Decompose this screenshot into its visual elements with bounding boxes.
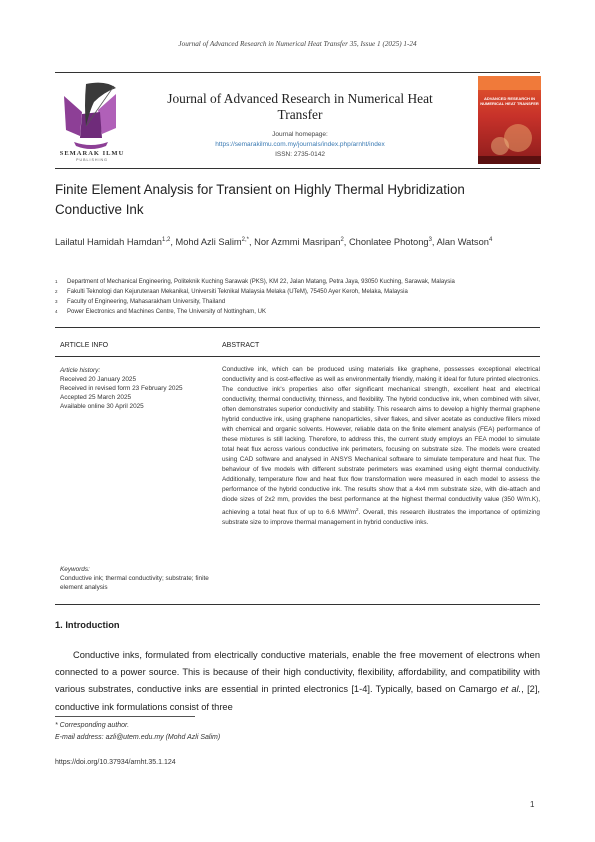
abstract-body: Conductive ink, which can be produced using materials like graphene, possesses exceptional electrical conductivity and is cost-effective as well as environmentally friendly, making it ideal for future printed electronics. The conductive ink's properties also offer significant mechanical strength, excellent heat and electrical conductivity, thermal conductivity, thinness, and flexibility. The hybrid conductive ink, when combined with silver, often demonstrates superior conductivity and stability. This research aims to develop a highly thermal graphene hybrid conductive ink, using graphene nanoparticles, silver flakes, and silver acetate as conductive fillers mixed with chemical and organic solvents. However, reliable data on the finite element analysis (FEA) performance of these mixtures is still lacking. Therefore, to address this, the current study employs an FEA model to simulate total heat flux across various conductive ink perimeters, focusing on substrate size. The models were created using CAD software and analysed in ANSYS Mechanical software to simulate temperature and heat flux. The behaviour of five models with different substrate perimeters was examined using eight thermal conductivity. Additionally, temperature flow and heat flux flow transformation were measured in each model to assess the performance of the hybrid conductive ink. The results show that a 4x4 mm substrate size, with die-attach and diode sizes of 2x2 mm, provides the best performance at the highest thermal conductivity value (350 W/m.K), achieving a total heat flux of up to 6.6 MW/m [222,366,540,517]
info-box-divider [55,356,540,357]
affiliation-number: 4 [55,309,58,314]
affiliation-text: Department of Mechanical Engineering, Politeknik Kuching Sarawak (PKS), KM 22, Jalan Matang, Petra Jaya, 93050 Kuching, Sarawak, Malaysia [67,279,455,285]
received-date: Received 20 January 2025 [60,376,137,383]
issn: ISSN: 2735-0142 [275,151,325,158]
intro-text: Conductive inks, formulated from electrically conductive materials, enable the free movement of electrons when connected to a power source. This is because of their high conductivity, flexibility, affordability, and compatibility with various substrates, conductive inks are essential in printed electronics [1-4]. Typically, based on Camargo [55,650,540,695]
journal-title: Journal of Advanced Research in Numerical Heat Transfer [167,91,433,122]
affiliation-number: 2 [55,289,58,294]
keywords-block [60,565,210,592]
author-affiliation-mark: 3 [428,237,432,243]
author-name: Chonlatee Photong [348,237,429,248]
author-affiliation-mark: 2,* [241,237,249,243]
affiliation-number: 3 [55,299,58,304]
author-name: Mohd Azli Salim [175,237,242,248]
publisher-name: SEMARAK ILMU [59,150,125,157]
article-info-heading: ARTICLE INFO [60,342,109,349]
author-affiliation-mark: 2 [340,237,344,243]
introduction-paragraph [55,647,540,716]
author-name: Lailatul Hamidah Hamdan [55,237,162,248]
header-top-rule [55,72,540,73]
info-box-bottom-rule [55,604,540,605]
corresponding-author-note: * Corresponding author. [55,722,130,729]
doi-link[interactable]: https://doi.org/10.37934/arnht.35.1.124 [55,759,176,766]
abstract-superscript: 2 [356,507,359,512]
affiliation-text: Faculty of Engineering, Mahasarakham University, Thailand [67,299,226,305]
running-head: Journal of Advanced Research in Numerical Heat Transfer 35, Issue 1 (2025) 1-24 [178,40,417,48]
intro-text-end: , [2], conductive ink formulations consist of three [55,684,541,712]
author-name: Nor Azmmi Masripan [254,237,341,248]
info-box-top-rule [55,327,540,328]
online-date: Available online 30 April 2025 [60,403,144,410]
history-label: Article history: [60,367,101,374]
cover-title: ADVANCED RESEARCH IN NUMERICAL HEAT TRANSFER [480,96,539,106]
paper-title: Finite Element Analysis for Transient on Highly Thermal Hybridization Conductive Ink [55,182,465,217]
publisher-sub: PUBLISHING [76,158,108,162]
homepage-link[interactable]: https://semarakilmu.com.my/journals/index.php/arnht/index [215,141,385,148]
footnote-rule [55,716,195,717]
affiliation-text: Fakulti Teknologi dan Kejuruteraan Mekanikal, Universiti Teknikal Malaysia Melaka (UTeM), 75450 Ayer Keroh, Melaka, Malaysia [67,289,408,295]
author-name: Alan Watson [436,237,489,248]
author-affiliation-mark: 4 [488,237,493,243]
header-bottom-rule [55,168,540,169]
keywords-label: Keywords: [60,566,90,573]
section-heading: 1. Introduction [55,620,120,630]
article-history [60,366,210,411]
accepted-date: Accepted 25 March 2025 [60,394,132,401]
author-list: Lailatul Hamidah Hamdan$^{1,2}$, Mohd Azli Salim$^{2,*}$, Nor Azmmi Masripan$^2$, Chonlatee Photong$^3$, Alan Watson$^4$ [55,237,493,248]
homepage-label: Journal homepage: [272,131,328,138]
abstract-text [222,365,540,528]
intro-etal: et al. [500,684,522,695]
affiliation-text: Power Electronics and Machines Centre, The University of Nottingham, UK [67,309,266,315]
abstract-heading: ABSTRACT [222,342,260,349]
author-affiliation-mark: 1,2 [161,237,171,243]
page-number: 1 [530,800,535,809]
abstract-end: . Overall, this research illustrates the importance of optimizing substrate size to improve thermal management in hybrid conductive inks. [222,509,540,527]
affiliation-number: 1 [55,279,58,284]
revised-date: Received in revised form 23 February 2025 [60,385,183,392]
keywords-text: Conductive ink; thermal conductivity; substrate; finite element analysis [60,575,209,591]
journal-cover-image [478,76,541,164]
email-note: E-mail address: azli@utem.edu.my (Mohd Azli Salim) [55,734,221,741]
